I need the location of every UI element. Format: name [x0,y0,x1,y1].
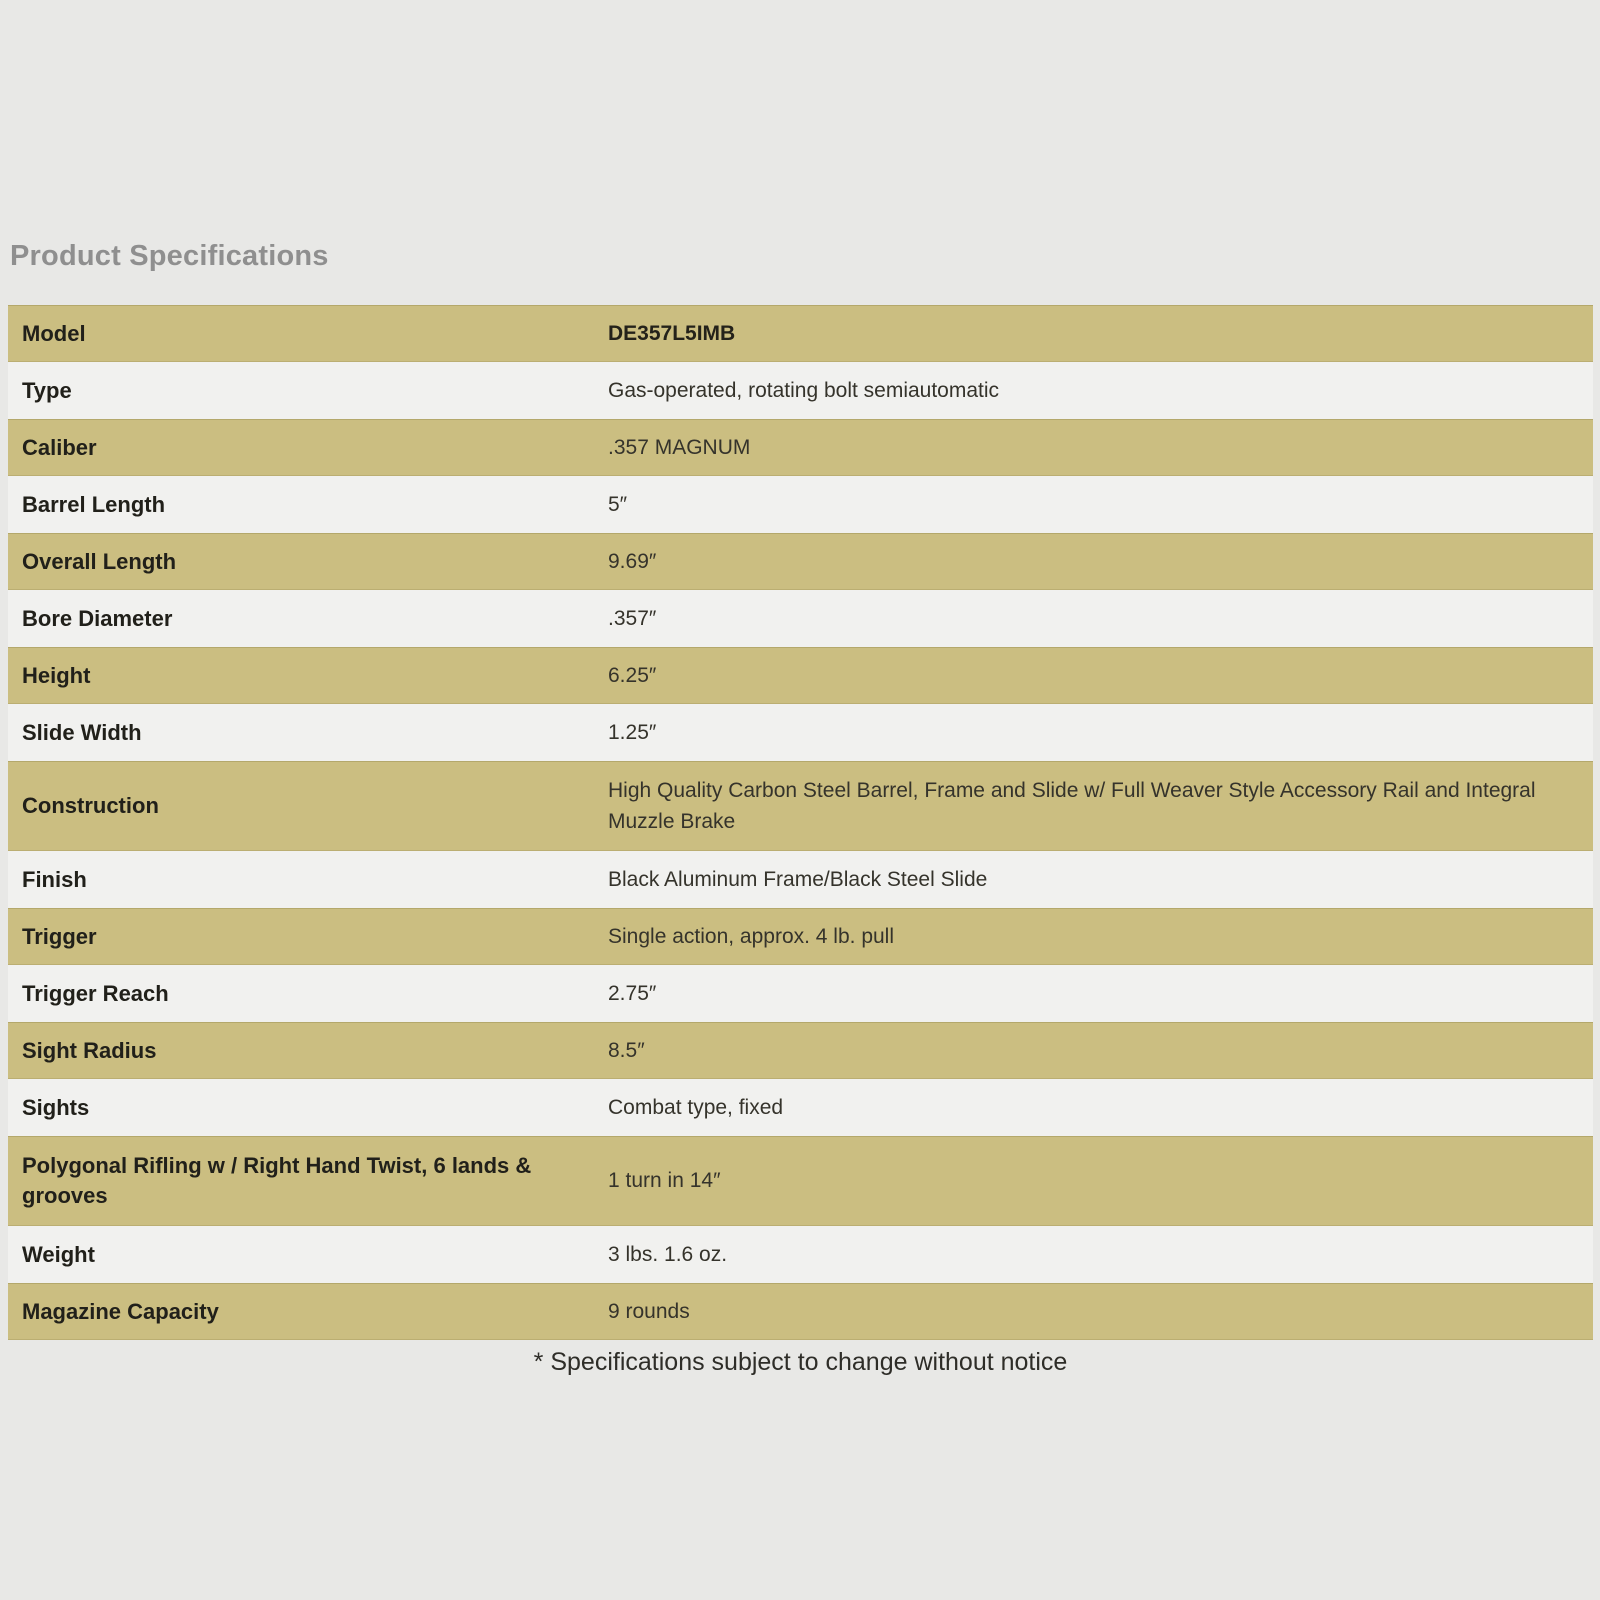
table-row [8,362,1593,419]
spec-label: Magazine Capacity [22,1298,219,1324]
table-row [8,1226,1593,1283]
spec-label: Polygonal Rifling w / Right Hand Twist, 6 lands & grooves [22,1153,532,1208]
spec-label: Bore Diameter [22,605,173,631]
spec-value: 3 lbs. 1.6 oz. [608,1242,728,1266]
spec-value: .357 MAGNUM [608,435,751,459]
spec-value: High Quality Carbon Steel Barrel, Frame and Slide w/ Full Weaver Style Accessory Rail and Integral Muzzle Brake [608,778,1536,833]
spec-label: Sight Radius [22,1037,157,1063]
spec-label: Construction [22,793,159,819]
specifications-table [8,305,1593,1340]
specifications-footnote: * Specifications subject to change without notice [533,1348,1068,1376]
spec-label: Caliber [22,434,97,460]
table-row [8,533,1593,590]
spec-value: .357″ [608,606,657,630]
spec-value: 1 turn in 14″ [608,1169,721,1193]
spec-label: Slide Width [22,719,142,745]
spec-label: Trigger Reach [22,980,169,1006]
spec-value: 2.75″ [608,981,657,1005]
spec-label: Overall Length [22,548,177,574]
table-row [8,1283,1593,1340]
table-row [8,1136,1593,1226]
spec-label: Height [22,662,91,688]
spec-value: Black Aluminum Frame/Black Steel Slide [608,867,988,891]
table-row [8,851,1593,908]
spec-value: Combat type, fixed [608,1095,784,1119]
spec-label: Model [22,320,86,346]
table-row [8,761,1593,851]
table-row [8,704,1593,761]
spec-label: Barrel Length [22,491,166,517]
spec-label: Weight [22,1241,95,1267]
table-row [8,965,1593,1022]
table-row [8,1022,1593,1079]
spec-value: Single action, approx. 4 lb. pull [608,924,895,948]
spec-value: 5″ [608,492,628,516]
spec-value: 9 rounds [608,1299,690,1323]
table-row [8,419,1593,476]
spec-label: Type [22,377,72,403]
spec-value: 9.69″ [608,549,657,573]
table-row [8,908,1593,965]
spec-value: 6.25″ [608,663,657,687]
spec-value: 1.25″ [608,720,657,744]
spec-label: Sights [22,1094,90,1120]
spec-value: 8.5″ [608,1038,645,1062]
spec-value: DE357L5IMB [608,321,736,345]
page-title: Product Specifications [10,240,329,272]
spec-value: Gas-operated, rotating bolt semiautomatic [608,378,1000,402]
spec-label: Finish [22,866,87,892]
spec-label: Trigger [22,923,97,949]
table-row [8,476,1593,533]
table-row [8,590,1593,647]
table-row [8,647,1593,704]
table-row [8,305,1593,362]
table-row [8,1079,1593,1136]
